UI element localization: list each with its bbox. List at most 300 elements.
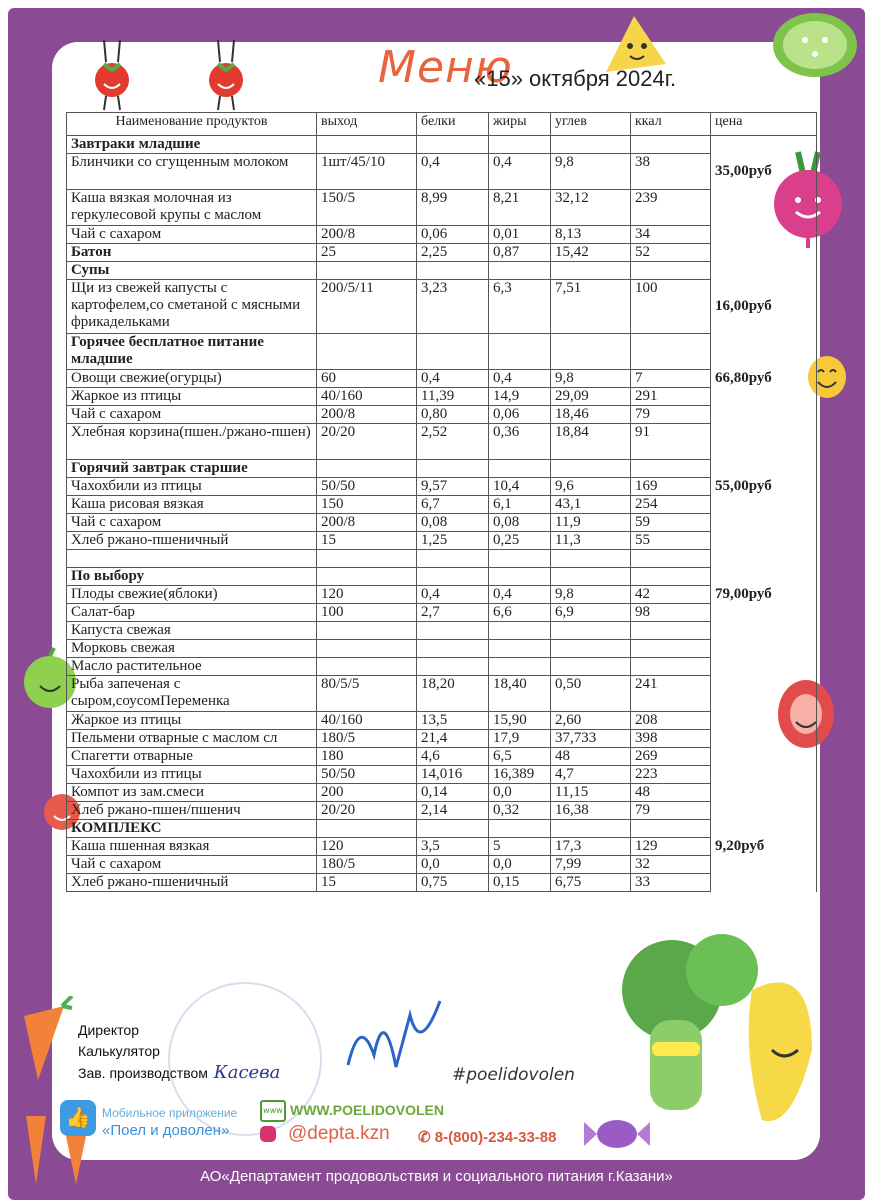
value-cell xyxy=(417,622,489,640)
price-cell xyxy=(711,334,817,370)
value-cell xyxy=(489,136,551,154)
value-cell: 223 xyxy=(631,766,711,784)
value-cell xyxy=(631,262,711,280)
value-cell: 32,12 xyxy=(551,190,631,226)
value-cell xyxy=(489,820,551,838)
value-cell: 4,7 xyxy=(551,766,631,784)
table-row xyxy=(67,676,817,712)
price-cell xyxy=(711,496,817,514)
value-cell: 6,1 xyxy=(489,496,551,514)
table-row xyxy=(67,838,817,856)
production-manager-label: Зав. производством xyxy=(78,1065,208,1081)
product-name-cell: Блинчики со сгущенным молоком xyxy=(67,154,317,190)
price-cell xyxy=(711,622,817,640)
value-cell: 9,8 xyxy=(551,586,631,604)
phone-icon: ✆ xyxy=(418,1129,431,1146)
footer-org-name: АО«Департамент продовольствия и социального питания г.Казани» xyxy=(200,1168,673,1185)
value-cell: 50/50 xyxy=(317,478,417,496)
value-cell xyxy=(631,550,711,568)
value-cell: 6,6 xyxy=(489,604,551,622)
blank-row xyxy=(67,550,817,568)
price-cell: 16,00руб xyxy=(711,280,817,334)
production-line xyxy=(78,1062,280,1084)
product-name-cell: Чахохбили из птицы xyxy=(67,478,317,496)
value-cell: 0,32 xyxy=(489,802,551,820)
value-cell: 17,3 xyxy=(551,838,631,856)
value-cell: 40/160 xyxy=(317,712,417,730)
value-cell: 398 xyxy=(631,730,711,748)
column-header: углев xyxy=(551,113,631,136)
value-cell xyxy=(631,334,711,370)
product-name-cell: Салат-бар xyxy=(67,604,317,622)
value-cell: 0,06 xyxy=(489,406,551,424)
value-cell: 11,39 xyxy=(417,388,489,406)
product-name-cell: Чай с сахаром xyxy=(67,226,317,244)
table-row xyxy=(67,370,817,388)
value-cell: 0,4 xyxy=(417,154,489,190)
product-name-cell: Хлебная корзина(пшен./ржано-пшен) xyxy=(67,424,317,460)
value-cell: 180 xyxy=(317,748,417,766)
menu-table-body xyxy=(67,136,817,892)
price-cell xyxy=(711,244,817,262)
value-cell: 291 xyxy=(631,388,711,406)
column-header: Наименование продуктов xyxy=(67,113,317,136)
product-name-cell: Супы xyxy=(67,262,317,280)
value-cell: 79 xyxy=(631,406,711,424)
value-cell: 16,38 xyxy=(551,802,631,820)
value-cell: 0,06 xyxy=(417,226,489,244)
table-row xyxy=(67,874,817,892)
product-name-cell: Каша вязкая молочная из геркулесовой крупы с маслом xyxy=(67,190,317,226)
value-cell: 180/5 xyxy=(317,730,417,748)
value-cell xyxy=(317,820,417,838)
value-cell: 15,90 xyxy=(489,712,551,730)
value-cell: 1,25 xyxy=(417,532,489,550)
value-cell: 3,23 xyxy=(417,280,489,334)
value-cell xyxy=(417,262,489,280)
column-header: цена xyxy=(711,113,817,136)
value-cell: 0,36 xyxy=(489,424,551,460)
value-cell: 129 xyxy=(631,838,711,856)
tomato-mascot-icon xyxy=(206,40,246,112)
table-row xyxy=(67,748,817,766)
value-cell: 241 xyxy=(631,676,711,712)
price-cell xyxy=(711,748,817,766)
value-cell: 21,4 xyxy=(417,730,489,748)
value-cell: 0,50 xyxy=(551,676,631,712)
product-name-cell: Хлеб ржано-пшеничный xyxy=(67,874,317,892)
value-cell: 6,5 xyxy=(489,748,551,766)
table-row xyxy=(67,280,817,334)
section-row xyxy=(67,136,817,154)
price-cell xyxy=(711,388,817,406)
value-cell: 11,15 xyxy=(551,784,631,802)
value-cell: 0,87 xyxy=(489,244,551,262)
table-row xyxy=(67,424,817,460)
value-cell: 15,42 xyxy=(551,244,631,262)
value-cell: 200/8 xyxy=(317,514,417,532)
price-cell xyxy=(711,730,817,748)
value-cell xyxy=(417,334,489,370)
value-cell xyxy=(317,622,417,640)
value-cell: 7,51 xyxy=(551,280,631,334)
value-cell: 13,5 xyxy=(417,712,489,730)
section-row xyxy=(67,820,817,838)
value-cell xyxy=(551,640,631,658)
value-cell xyxy=(551,550,631,568)
value-cell xyxy=(551,262,631,280)
value-cell: 7,99 xyxy=(551,856,631,874)
value-cell: 0,4 xyxy=(417,586,489,604)
value-cell: 2,60 xyxy=(551,712,631,730)
value-cell: 200/5/11 xyxy=(317,280,417,334)
value-cell xyxy=(317,460,417,478)
value-cell xyxy=(489,550,551,568)
value-cell: 59 xyxy=(631,514,711,532)
price-cell xyxy=(711,874,817,892)
section-row xyxy=(67,568,817,586)
value-cell: 0,08 xyxy=(489,514,551,532)
value-cell: 9,6 xyxy=(551,478,631,496)
value-cell: 0,01 xyxy=(489,226,551,244)
table-row xyxy=(67,802,817,820)
value-cell xyxy=(631,820,711,838)
product-name-cell xyxy=(67,550,317,568)
value-cell: 200 xyxy=(317,784,417,802)
value-cell xyxy=(551,460,631,478)
value-cell: 25 xyxy=(317,244,417,262)
value-cell: 11,3 xyxy=(551,532,631,550)
value-cell: 0,0 xyxy=(489,784,551,802)
value-cell: 3,5 xyxy=(417,838,489,856)
table-row xyxy=(67,388,817,406)
value-cell: 150/5 xyxy=(317,190,417,226)
value-cell: 55 xyxy=(631,532,711,550)
table-row xyxy=(67,478,817,496)
value-cell xyxy=(317,640,417,658)
value-cell xyxy=(551,622,631,640)
table-row xyxy=(67,154,817,190)
calculator-label: Калькулятор xyxy=(78,1043,160,1059)
price-cell xyxy=(711,136,817,154)
value-cell xyxy=(317,550,417,568)
value-cell: 79 xyxy=(631,802,711,820)
value-cell: 120 xyxy=(317,838,417,856)
product-name-cell: Завтраки младшие xyxy=(67,136,317,154)
value-cell xyxy=(317,334,417,370)
value-cell: 0,15 xyxy=(489,874,551,892)
value-cell xyxy=(489,568,551,586)
value-cell xyxy=(317,262,417,280)
value-cell: 208 xyxy=(631,712,711,730)
section-row xyxy=(67,262,817,280)
value-cell: 37,733 xyxy=(551,730,631,748)
value-cell: 60 xyxy=(317,370,417,388)
price-cell: 9,20руб xyxy=(711,838,817,856)
product-name-cell: Горячее бесплатное питание младшие xyxy=(67,334,317,370)
product-name-cell: Чай с сахаром xyxy=(67,856,317,874)
table-row xyxy=(67,622,817,640)
price-cell xyxy=(711,190,817,226)
price-cell xyxy=(711,676,817,712)
price-cell xyxy=(711,856,817,874)
value-cell: 4,6 xyxy=(417,748,489,766)
table-row xyxy=(67,514,817,532)
value-cell: 14,016 xyxy=(417,766,489,784)
product-name-cell: Плоды свежие(яблоки) xyxy=(67,586,317,604)
price-cell xyxy=(711,640,817,658)
value-cell: 100 xyxy=(631,280,711,334)
value-cell: 11,9 xyxy=(551,514,631,532)
section-row xyxy=(67,244,817,262)
value-cell: 8,21 xyxy=(489,190,551,226)
table-row xyxy=(67,190,817,226)
value-cell: 150 xyxy=(317,496,417,514)
product-name-cell: Хлеб ржано-пшен/пшенич xyxy=(67,802,317,820)
price-cell: 66,80руб xyxy=(711,370,817,388)
table-header-row xyxy=(67,113,817,136)
value-cell: 18,46 xyxy=(551,406,631,424)
instagram-handle[interactable]: @depta.kzn xyxy=(288,1123,390,1144)
price-cell xyxy=(711,226,817,244)
product-name-cell: Масло растительное xyxy=(67,658,317,676)
value-cell: 6,3 xyxy=(489,280,551,334)
value-cell: 98 xyxy=(631,604,711,622)
price-cell xyxy=(711,820,817,838)
value-cell: 2,7 xyxy=(417,604,489,622)
column-header: жиры xyxy=(489,113,551,136)
value-cell xyxy=(417,568,489,586)
product-name-cell: Компот из зам.смеси xyxy=(67,784,317,802)
value-cell: 180/5 xyxy=(317,856,417,874)
value-cell xyxy=(489,640,551,658)
value-cell xyxy=(551,820,631,838)
product-name-cell: Спагетти отварные xyxy=(67,748,317,766)
value-cell xyxy=(417,640,489,658)
value-cell: 40/160 xyxy=(317,388,417,406)
value-cell: 15 xyxy=(317,532,417,550)
price-cell xyxy=(711,604,817,622)
value-cell xyxy=(631,658,711,676)
website-link[interactable]: WWW.POELIDOVOLEN xyxy=(290,1102,444,1118)
product-name-cell: Жаркое из птицы xyxy=(67,712,317,730)
value-cell xyxy=(631,568,711,586)
table-row xyxy=(67,712,817,730)
value-cell: 6,75 xyxy=(551,874,631,892)
value-cell: 254 xyxy=(631,496,711,514)
product-name-cell: Чахохбили из птицы xyxy=(67,766,317,784)
value-cell: 10,4 xyxy=(489,478,551,496)
section-row xyxy=(67,460,817,478)
value-cell xyxy=(551,334,631,370)
table-row xyxy=(67,640,817,658)
value-cell: 0,75 xyxy=(417,874,489,892)
section-row xyxy=(67,334,817,370)
product-name-cell: Каша рисовая вязкая xyxy=(67,496,317,514)
value-cell: 17,9 xyxy=(489,730,551,748)
price-cell xyxy=(711,514,817,532)
signature-mark xyxy=(340,995,450,1085)
value-cell xyxy=(489,622,551,640)
menu-title: Меню xyxy=(378,42,513,93)
value-cell xyxy=(317,658,417,676)
value-cell xyxy=(417,550,489,568)
value-cell: 50/50 xyxy=(317,766,417,784)
phone-text: 8-(800)-234-33-88 xyxy=(434,1129,557,1146)
table-row xyxy=(67,586,817,604)
product-name-cell: КОМПЛЕКС xyxy=(67,820,317,838)
value-cell: 0,25 xyxy=(489,532,551,550)
price-cell xyxy=(711,784,817,802)
product-name-cell: Хлеб ржано-пшеничный xyxy=(67,532,317,550)
app-caption: Мобильное приложение xyxy=(102,1106,238,1120)
value-cell: 14,9 xyxy=(489,388,551,406)
director-label: Директор xyxy=(78,1022,139,1038)
product-name-cell: Рыба запеченая с сыром,соусомПеременка xyxy=(67,676,317,712)
value-cell: 169 xyxy=(631,478,711,496)
price-cell xyxy=(711,550,817,568)
price-cell: 79,00руб xyxy=(711,586,817,604)
signatures-block xyxy=(78,1020,280,1084)
price-cell xyxy=(711,406,817,424)
thumbs-up-icon: 👍 xyxy=(60,1100,96,1136)
value-cell: 0,14 xyxy=(417,784,489,802)
value-cell: 6,7 xyxy=(417,496,489,514)
value-cell: 33 xyxy=(631,874,711,892)
value-cell: 0,4 xyxy=(489,370,551,388)
value-cell: 5 xyxy=(489,838,551,856)
product-name-cell: Пельмени отварные с маслом сл xyxy=(67,730,317,748)
column-header: ккал xyxy=(631,113,711,136)
menu-table xyxy=(66,112,817,892)
value-cell: 32 xyxy=(631,856,711,874)
carrot-mascot-icon xyxy=(14,996,74,1086)
value-cell: 91 xyxy=(631,424,711,460)
value-cell: 38 xyxy=(631,154,711,190)
value-cell xyxy=(489,262,551,280)
value-cell xyxy=(631,622,711,640)
value-cell: 6,9 xyxy=(551,604,631,622)
table-row xyxy=(67,532,817,550)
value-cell: 0,0 xyxy=(489,856,551,874)
product-name-cell: Морковь свежая xyxy=(67,640,317,658)
table-row xyxy=(67,496,817,514)
table-row xyxy=(67,658,817,676)
value-cell: 18,20 xyxy=(417,676,489,712)
candy-icon xyxy=(582,1112,652,1156)
table-row xyxy=(67,784,817,802)
value-cell: 20/20 xyxy=(317,424,417,460)
price-cell xyxy=(711,658,817,676)
price-cell xyxy=(711,424,817,460)
table-row xyxy=(67,406,817,424)
value-cell: 0,80 xyxy=(417,406,489,424)
value-cell xyxy=(489,460,551,478)
value-cell: 2,25 xyxy=(417,244,489,262)
price-cell xyxy=(711,802,817,820)
value-cell: 239 xyxy=(631,190,711,226)
value-cell xyxy=(317,568,417,586)
table-row xyxy=(67,766,817,784)
table-row xyxy=(67,730,817,748)
value-cell: 80/5/5 xyxy=(317,676,417,712)
value-cell xyxy=(551,568,631,586)
column-header: белки xyxy=(417,113,489,136)
value-cell: 0,4 xyxy=(417,370,489,388)
value-cell xyxy=(551,658,631,676)
value-cell: 0,08 xyxy=(417,514,489,532)
product-name-cell: Капуста свежая xyxy=(67,622,317,640)
value-cell: 16,389 xyxy=(489,766,551,784)
value-cell: 200/8 xyxy=(317,406,417,424)
instagram-icon xyxy=(260,1126,276,1142)
table-row xyxy=(67,856,817,874)
value-cell: 9,57 xyxy=(417,478,489,496)
phone-number[interactable] xyxy=(418,1128,557,1146)
value-cell: 52 xyxy=(631,244,711,262)
value-cell: 1шт/45/10 xyxy=(317,154,417,190)
value-cell: 48 xyxy=(551,748,631,766)
value-cell: 120 xyxy=(317,586,417,604)
value-cell: 34 xyxy=(631,226,711,244)
value-cell xyxy=(417,136,489,154)
value-cell: 0,4 xyxy=(489,154,551,190)
value-cell: 2,52 xyxy=(417,424,489,460)
value-cell: 48 xyxy=(631,784,711,802)
value-cell xyxy=(551,136,631,154)
app-name: «Поел и доволен» xyxy=(102,1122,230,1139)
value-cell: 15 xyxy=(317,874,417,892)
price-cell: 35,00руб xyxy=(711,154,817,190)
table-row xyxy=(67,604,817,622)
value-cell: 18,40 xyxy=(489,676,551,712)
value-cell xyxy=(417,820,489,838)
value-cell: 0,0 xyxy=(417,856,489,874)
handwritten-signature: Касева xyxy=(213,1062,281,1083)
value-cell xyxy=(417,658,489,676)
column-header: выход xyxy=(317,113,417,136)
product-name-cell: Горячий завтрак старшие xyxy=(67,460,317,478)
value-cell: 2,14 xyxy=(417,802,489,820)
product-name-cell: Каша пшенная вязкая xyxy=(67,838,317,856)
value-cell xyxy=(489,334,551,370)
product-name-cell: Щи из свежей капусты с картофелем,со сметаной с мясными фрикадельками xyxy=(67,280,317,334)
value-cell: 8,99 xyxy=(417,190,489,226)
price-cell xyxy=(711,766,817,784)
value-cell: 269 xyxy=(631,748,711,766)
value-cell xyxy=(417,460,489,478)
menu-date: «15» октября 2024г. xyxy=(474,66,677,91)
price-cell xyxy=(711,532,817,550)
hashtag: #poelidovolen xyxy=(452,1065,575,1085)
value-cell: 43,1 xyxy=(551,496,631,514)
value-cell: 9,8 xyxy=(551,154,631,190)
product-name-cell: Овощи свежие(огурцы) xyxy=(67,370,317,388)
value-cell: 29,09 xyxy=(551,388,631,406)
cucumber-slice-icon xyxy=(770,10,860,80)
value-cell: 9,8 xyxy=(551,370,631,388)
product-name-cell: По выбору xyxy=(67,568,317,586)
price-cell xyxy=(711,262,817,280)
value-cell: 20/20 xyxy=(317,802,417,820)
value-cell: 18,84 xyxy=(551,424,631,460)
tomato-mascot-icon xyxy=(92,40,132,112)
value-cell: 0,4 xyxy=(489,586,551,604)
price-cell xyxy=(711,460,817,478)
web-icon: www xyxy=(260,1100,286,1122)
price-cell xyxy=(711,568,817,586)
product-name-cell: Жаркое из птицы xyxy=(67,388,317,406)
